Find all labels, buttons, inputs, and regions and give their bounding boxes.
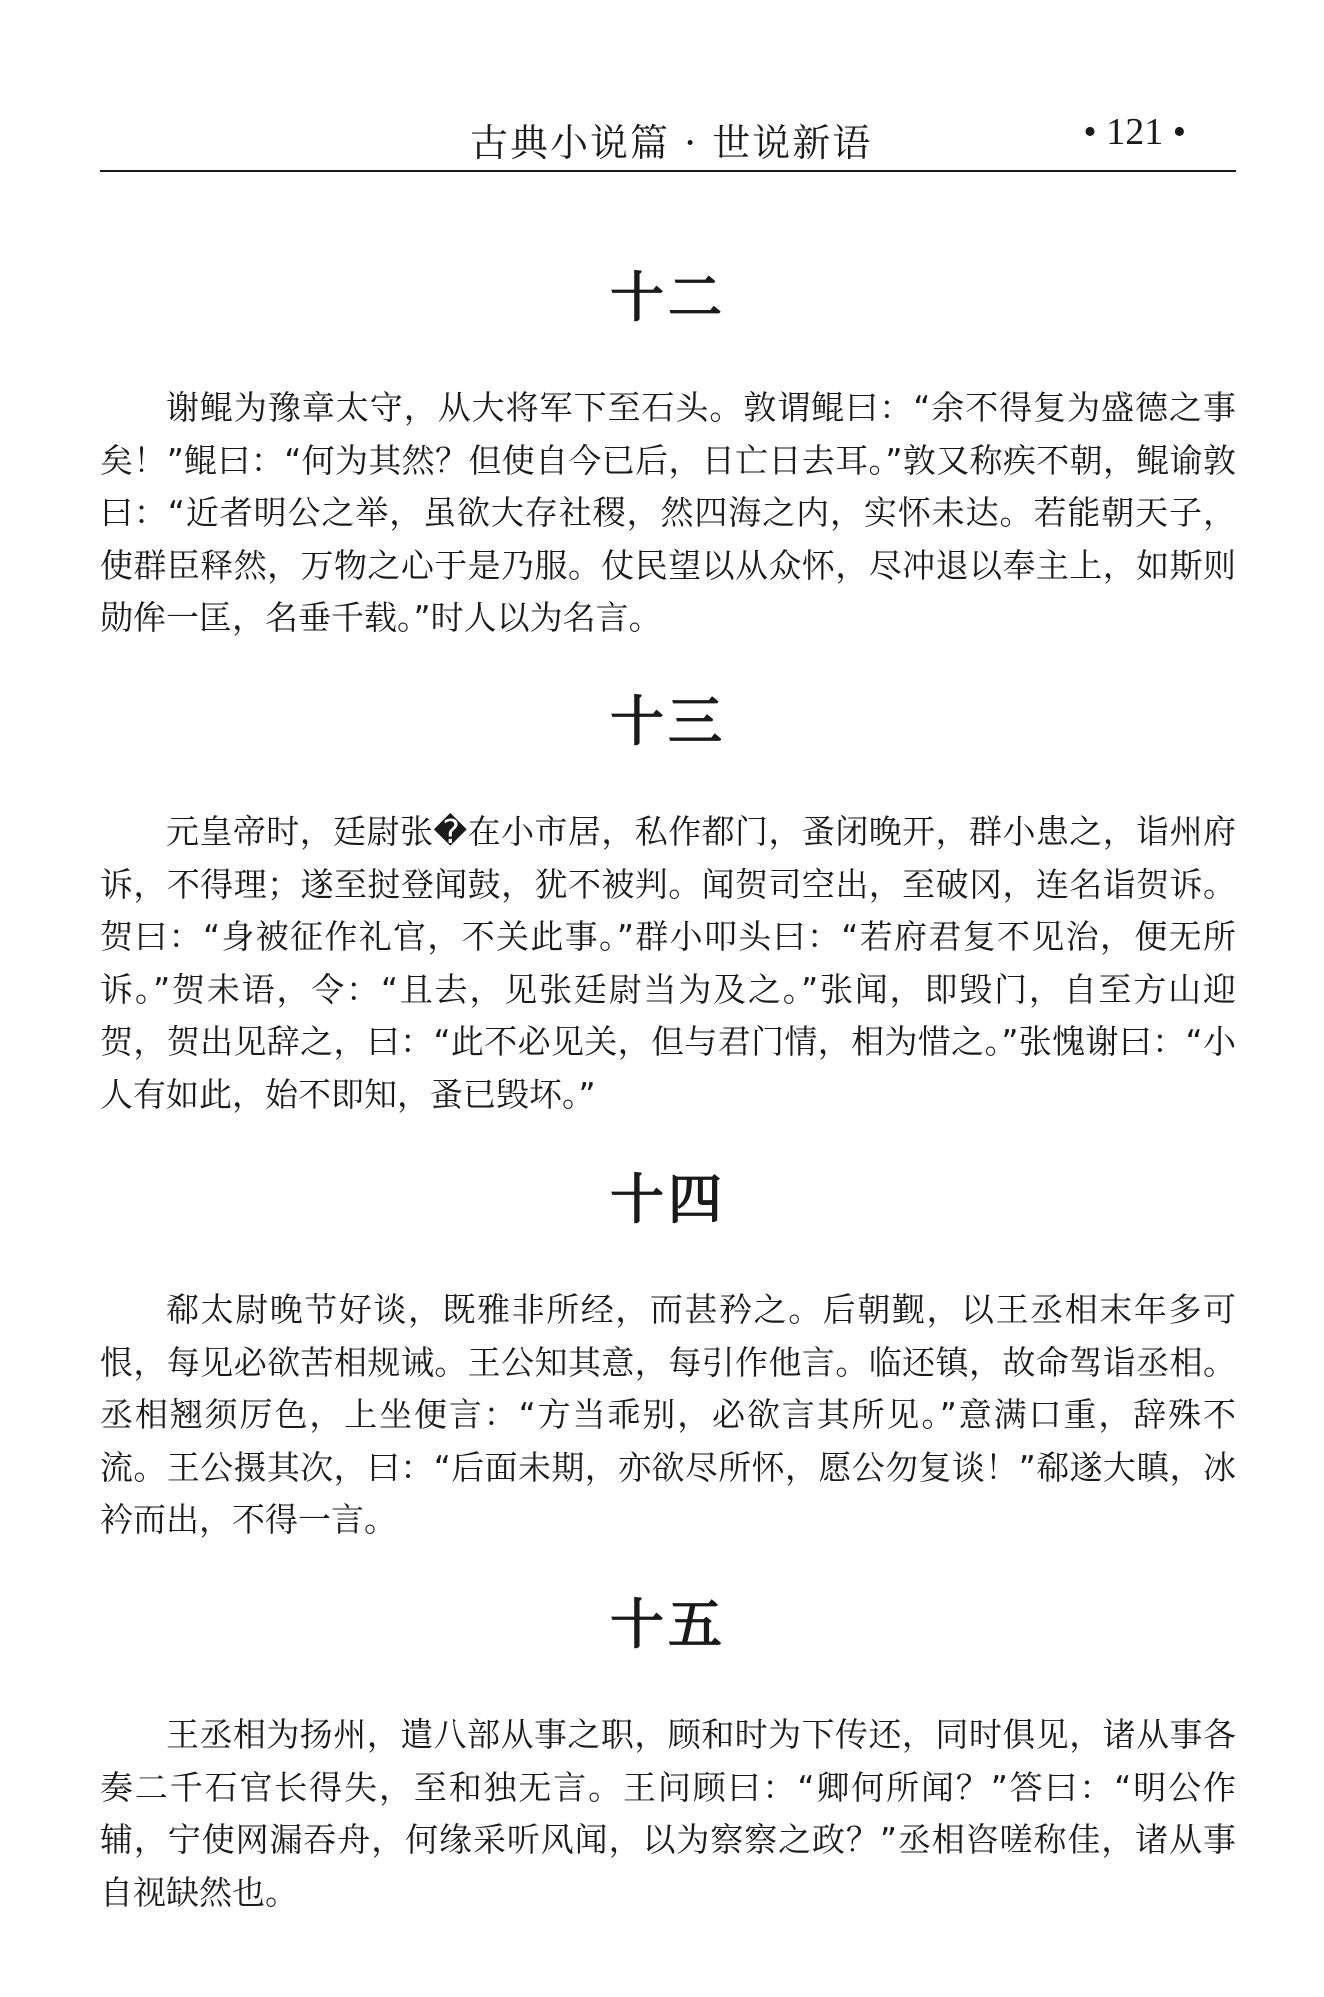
section-heading: 十五 (610, 1593, 726, 1656)
section-body: 谢鲲为豫章太守，从大将军下至石头。敦谓鲲曰：“余不得复为盛德之事矣！”鲲曰：“何为其然？但使自今已后，日亡日去耳。”敦又称疾不朝，鲲谕敦曰：“近者明公之举，虽欲大存社稷，然四海之内，实怀未达。若能朝天子，使群臣释然，万物之心于是乃服。仗民望以从众怀，尽冲退以奉主上，如斯则勋侔一匡，名垂千载。”时人以为名言。 (100, 388, 1236, 637)
page-number: • 121 • (1083, 111, 1186, 153)
section-14 (100, 1160, 1236, 1547)
section-body: 郗太尉晚节好谈，既雅非所经，而甚矜之。后朝觐，以王丞相末年多可恨，每见必欲苦相规诫。王公知其意，每引作他言。临还镇，故命驾诣丞相。丞相翘须厉色，上坐便言：“方当乖别，必欲言其所见。”意满口重，辞殊不流。王公摄其次，曰：“后面未期，亦欲尽所怀，愿公勿复谈！”郗遂大瞋，冰衿而出，不得一言。 (100, 1290, 1236, 1539)
section-13 (100, 682, 1236, 1121)
running-title: 古典小说篇 · 世说新语 (470, 121, 873, 165)
section-15 (100, 1585, 1236, 1919)
running-header (100, 100, 1236, 172)
section-heading: 十四 (610, 1168, 726, 1231)
section-heading: 十三 (610, 690, 726, 753)
section-heading: 十二 (610, 266, 726, 329)
section-body: 元皇帝时，廷尉张�在小市居，私作都门，蚤闭晚开，群小患之，诣州府诉，不得理；遂至挝登闻鼓，犹不被判。闻贺司空出，至破冈，连名诣贺诉。贺曰：“身被征作礼官，不关此事。”群小叩头曰：“若府君复不见治，便无所诉。”贺未语，令：“且去，见张廷尉当为及之。”张闻，即毁门，自至方山迎贺，贺出见辞之，曰：“此不必见关，但与君门情，相为惜之。”张愧谢曰：“小人有如此，始不即知，蚤已毁坏。” (100, 812, 1236, 1114)
section-body: 王丞相为扬州，遣八部从事之职，顾和时为下传还，同时俱见，诸从事各奏二千石官长得失，至和独无言。王问顾曰：“卿何所闻？”答曰：“明公作辅，宁使网漏吞舟，何缘采听风闻，以为察察之政？”丞相咨嗟称佳，诸从事自视缺然也。 (100, 1715, 1236, 1912)
section-12 (100, 258, 1236, 645)
